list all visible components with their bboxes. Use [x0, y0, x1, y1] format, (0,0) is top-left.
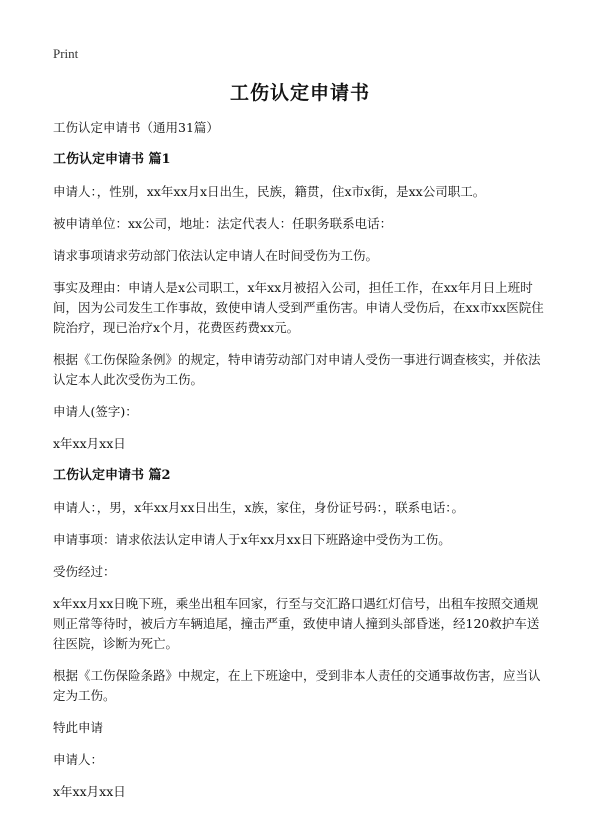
paragraph: 被申请单位：xx公司，地址：法定代表人：任职务联系电话：	[53, 216, 393, 231]
date-line: x年xx月xx日	[53, 784, 126, 799]
paragraph: 申请人：，性别，xx年xx月x日出生，民族，籍贯，住x市x街，是xx公司职工。	[53, 184, 486, 199]
print-link[interactable]: Print	[53, 46, 79, 61]
paragraph: x年xx月xx日晚下班，乘坐出租车回家，行至与交汇路口遇红灯信号，出租车按照交通规则正常等待时，被后方车辆追尾，撞击严重，致使申请人撞到头部昏迷，经120救护车送往医院，诊断为死亡。	[53, 596, 540, 651]
date-line: x年xx月xx日	[53, 436, 126, 451]
paragraph: 特此申请	[53, 720, 104, 735]
paragraph: 根据《工伤保险条路》中规定，在上下班途中，受到非本人责任的交通事故伤害，应当认定为工伤。	[53, 668, 541, 703]
document-subtitle: 工伤认定申请书（通用31篇）	[53, 120, 219, 135]
paragraph: 请求事项请求劳动部门依法认定申请人在时间受伤为工伤。	[53, 248, 379, 263]
section-heading-1: 工伤认定申请书 篇1	[53, 152, 171, 167]
paragraph: 受伤经过：	[53, 564, 116, 579]
paragraph: 申请事项：请求依法认定申请人于x年xx月xx日下班路途中受伤为工伤。	[53, 532, 451, 547]
document-body	[53, 118, 549, 814]
page-title: 工伤认定申请书	[229, 82, 370, 104]
paragraph: 申请人：，男，x年xx月xx日出生，x族，家住，身份证号码：，联系电话：。	[53, 500, 465, 515]
section-heading-2: 工伤认定申请书 篇2	[53, 468, 171, 483]
paragraph: 根据《工伤保险条例》的规定，特申请劳动部门对申请人受伤一事进行调查核实，并依法认定本人此次受伤为工伤。	[53, 352, 541, 387]
paragraph: 事实及理由：申请人是x公司职工，x年xx月被招入公司，担任工作，在xx年月日上班时间，因为公司发生工作事故，致使申请人受到严重伤害。申请人受伤后，在xx市xx医院住院治疗，现已治疗x个月，花费医药费xx元。	[53, 280, 544, 335]
signature-line: 申请人(签字)：	[53, 404, 138, 419]
signature-line: 申请人：	[53, 752, 104, 767]
